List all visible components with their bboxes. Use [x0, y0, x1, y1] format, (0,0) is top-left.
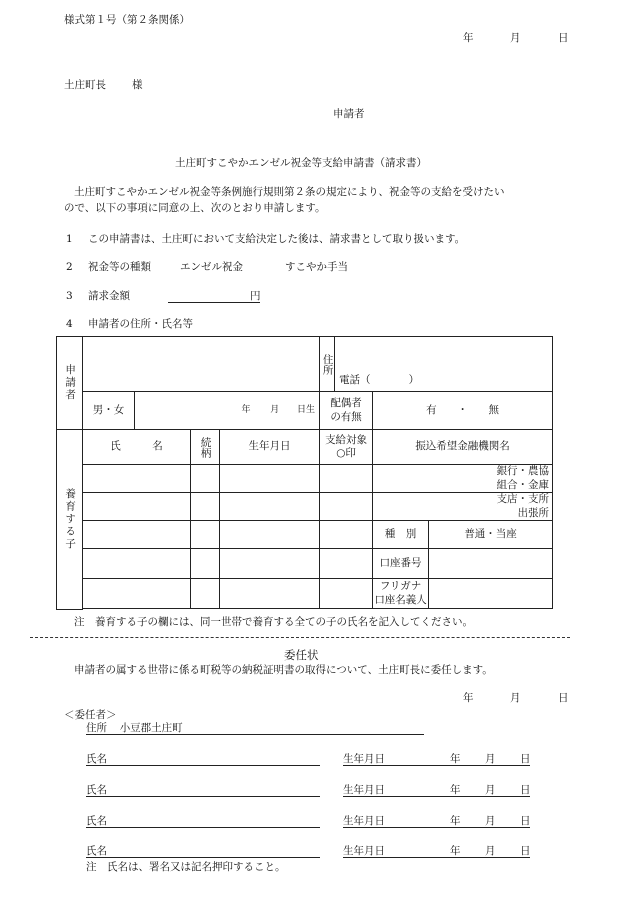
bank-type-1-line2: 組合・金庫	[496, 478, 550, 491]
child-target-cell[interactable]	[320, 549, 373, 579]
item-4-number: 4	[66, 318, 73, 330]
delegation-text: 申請者の属する世帯に係る町税等の納税証明書の取得について、土庄町長に委任します。	[74, 664, 493, 676]
applicant-birthdate-field[interactable]	[135, 392, 320, 430]
claim-amount-unit: 円	[250, 290, 261, 302]
header-date-day: 日	[558, 32, 569, 44]
account-holder-label: フリガナ 口座名義人	[373, 579, 429, 609]
delegator-birthdate-field[interactable]	[343, 784, 530, 797]
bank-name-field[interactable]	[373, 465, 553, 493]
address-label: 住所	[320, 337, 335, 392]
applicant-birth-month: 月	[270, 404, 280, 415]
account-number-field[interactable]	[429, 549, 553, 579]
applicant-birth-day: 日生	[297, 404, 316, 415]
applicant-section-label: 申請者	[57, 337, 83, 430]
applicant-birth-year: 年	[241, 404, 251, 415]
delegation-date-month: 月	[510, 692, 521, 704]
birth-label: 生年月日	[343, 784, 385, 796]
child-birthdate-cell[interactable]	[220, 521, 320, 549]
birth-label: 生年月日	[343, 815, 385, 827]
child-birthdate-cell[interactable]	[220, 465, 320, 493]
col-relation: 続柄	[191, 430, 220, 465]
col-birthdate: 生年月日	[220, 430, 320, 465]
account-type-select[interactable]: 普通・当座	[429, 521, 553, 549]
birth-year: 年	[450, 815, 461, 827]
child-birthdate-cell[interactable]	[220, 549, 320, 579]
addressee-honorific: 様	[132, 79, 143, 91]
item-4-text: 申請者の住所・氏名等	[88, 318, 193, 330]
child-name-cell[interactable]	[83, 549, 191, 579]
delegator-birthdate-field[interactable]	[343, 753, 530, 766]
birth-label: 生年月日	[343, 753, 385, 765]
delegator-name-field[interactable]	[86, 753, 320, 766]
account-type-label: 種 別	[373, 521, 429, 549]
name-label: 氏名	[86, 815, 107, 827]
birth-day: 日	[520, 753, 531, 765]
spouse-select[interactable]	[373, 392, 553, 430]
birth-label: 生年月日	[343, 845, 385, 857]
birth-day: 日	[520, 784, 531, 796]
address-field[interactable]	[335, 337, 553, 392]
children-section-label: 養育する子	[57, 430, 83, 610]
delegation-note: 注 氏名は、署名又は記名押印すること。	[86, 861, 286, 873]
birth-year: 年	[450, 784, 461, 796]
account-holder-field[interactable]	[429, 579, 553, 609]
delegation-date-day: 日	[558, 692, 569, 704]
account-number-label: 口座番号	[373, 549, 429, 579]
child-name-cell[interactable]	[83, 465, 191, 493]
delegator-label: ＜委任者＞	[64, 709, 117, 721]
birth-month: 月	[485, 784, 496, 796]
birth-year: 年	[450, 845, 461, 857]
branch-name-field[interactable]	[373, 493, 553, 521]
applicant-name-field[interactable]	[83, 337, 320, 392]
option-angel-gift[interactable]: エンゼル祝金	[180, 261, 243, 273]
item-1-number: 1	[66, 233, 73, 245]
child-relation-cell[interactable]	[191, 549, 220, 579]
child-relation-cell[interactable]	[191, 465, 220, 493]
spouse-separator: ・	[457, 403, 468, 416]
applicant-label: 申請者	[333, 108, 365, 120]
delegator-address-field[interactable]	[86, 722, 424, 735]
applicant-table	[56, 336, 553, 610]
name-label: 氏名	[86, 845, 107, 857]
child-target-cell[interactable]	[320, 579, 373, 609]
birth-month: 月	[485, 845, 496, 857]
delegation-title: 委任状	[284, 648, 319, 662]
item-2-label: 祝金等の種類	[88, 261, 151, 273]
name-label: 氏名	[86, 753, 107, 765]
bank-type-2-line2: 出張所	[517, 506, 550, 519]
item-3-label: 請求金額	[88, 290, 130, 302]
spouse-no[interactable]: 無	[488, 403, 499, 416]
page-title: 土庄町すこやかエンゼル祝金等支給申請書（請求書）	[175, 157, 427, 169]
delegation-date-year: 年	[463, 692, 474, 704]
header-date-year: 年	[463, 32, 474, 44]
delegator-name-field[interactable]	[86, 784, 320, 797]
sex-select[interactable]: 男・女	[83, 392, 135, 430]
claim-amount-field[interactable]	[168, 290, 260, 303]
child-target-cell[interactable]	[320, 521, 373, 549]
delegator-name-field[interactable]	[86, 815, 320, 828]
col-target: 支給対象 ○印	[320, 430, 373, 465]
birth-day: 日	[520, 845, 531, 857]
spouse-label: 配偶者 の有無	[320, 392, 373, 430]
child-name-cell[interactable]	[83, 579, 191, 609]
bank-type-2-line1: 支店・支所	[496, 493, 550, 506]
item-2-number: 2	[66, 261, 73, 273]
birth-year: 年	[450, 753, 461, 765]
child-target-cell[interactable]	[320, 493, 373, 521]
birth-day: 日	[520, 815, 531, 827]
delegator-address-value: 小豆郡土庄町	[119, 722, 183, 734]
col-child-name: 氏 名	[83, 430, 191, 465]
delegator-name-field[interactable]	[86, 845, 320, 858]
child-target-cell[interactable]	[320, 465, 373, 493]
spouse-yes[interactable]: 有	[426, 403, 437, 416]
phone-label: 電話（	[339, 373, 371, 386]
option-healthy-allowance[interactable]: すこやか手当	[285, 261, 348, 273]
name-label: 氏名	[86, 784, 107, 796]
phone-close: ）	[408, 373, 420, 386]
col-bank: 振込希望金融機関名	[373, 430, 553, 465]
item-1-text: この申請書は、土庄町において支給決定した後は、請求書として取り扱います。	[88, 233, 466, 245]
header-date-month: 月	[510, 32, 521, 44]
item-3-number: 3	[66, 290, 73, 302]
child-relation-cell[interactable]	[191, 579, 220, 609]
birth-month: 月	[485, 753, 496, 765]
delegator-birthdate-field[interactable]	[343, 815, 530, 828]
child-birthdate-cell[interactable]	[220, 579, 320, 609]
addressee-name: 土庄町長	[64, 79, 106, 91]
intro-line-2: ので、以下の事項に同意の上、次のとおり申請します。	[64, 202, 326, 214]
form-number: 様式第１号（第２条関係）	[64, 14, 190, 26]
children-note: 注 養育する子の欄には、同一世帯で養育する全ての子の氏名を記入してください。	[74, 616, 473, 628]
cut-line	[30, 637, 570, 638]
child-relation-cell[interactable]	[191, 521, 220, 549]
intro-line-1: 土庄町すこやかエンゼル祝金等条例施行規則第２条の規定により、祝金等の支給を受けたい	[74, 186, 505, 198]
child-relation-cell[interactable]	[191, 493, 220, 521]
delegator-birthdate-field[interactable]	[343, 845, 530, 858]
child-name-cell[interactable]	[83, 493, 191, 521]
delegator-address-label: 住所	[86, 722, 107, 734]
birth-month: 月	[485, 815, 496, 827]
bank-type-1-line1: 銀行・農協	[496, 465, 550, 478]
child-name-cell[interactable]	[83, 521, 191, 549]
child-birthdate-cell[interactable]	[220, 493, 320, 521]
